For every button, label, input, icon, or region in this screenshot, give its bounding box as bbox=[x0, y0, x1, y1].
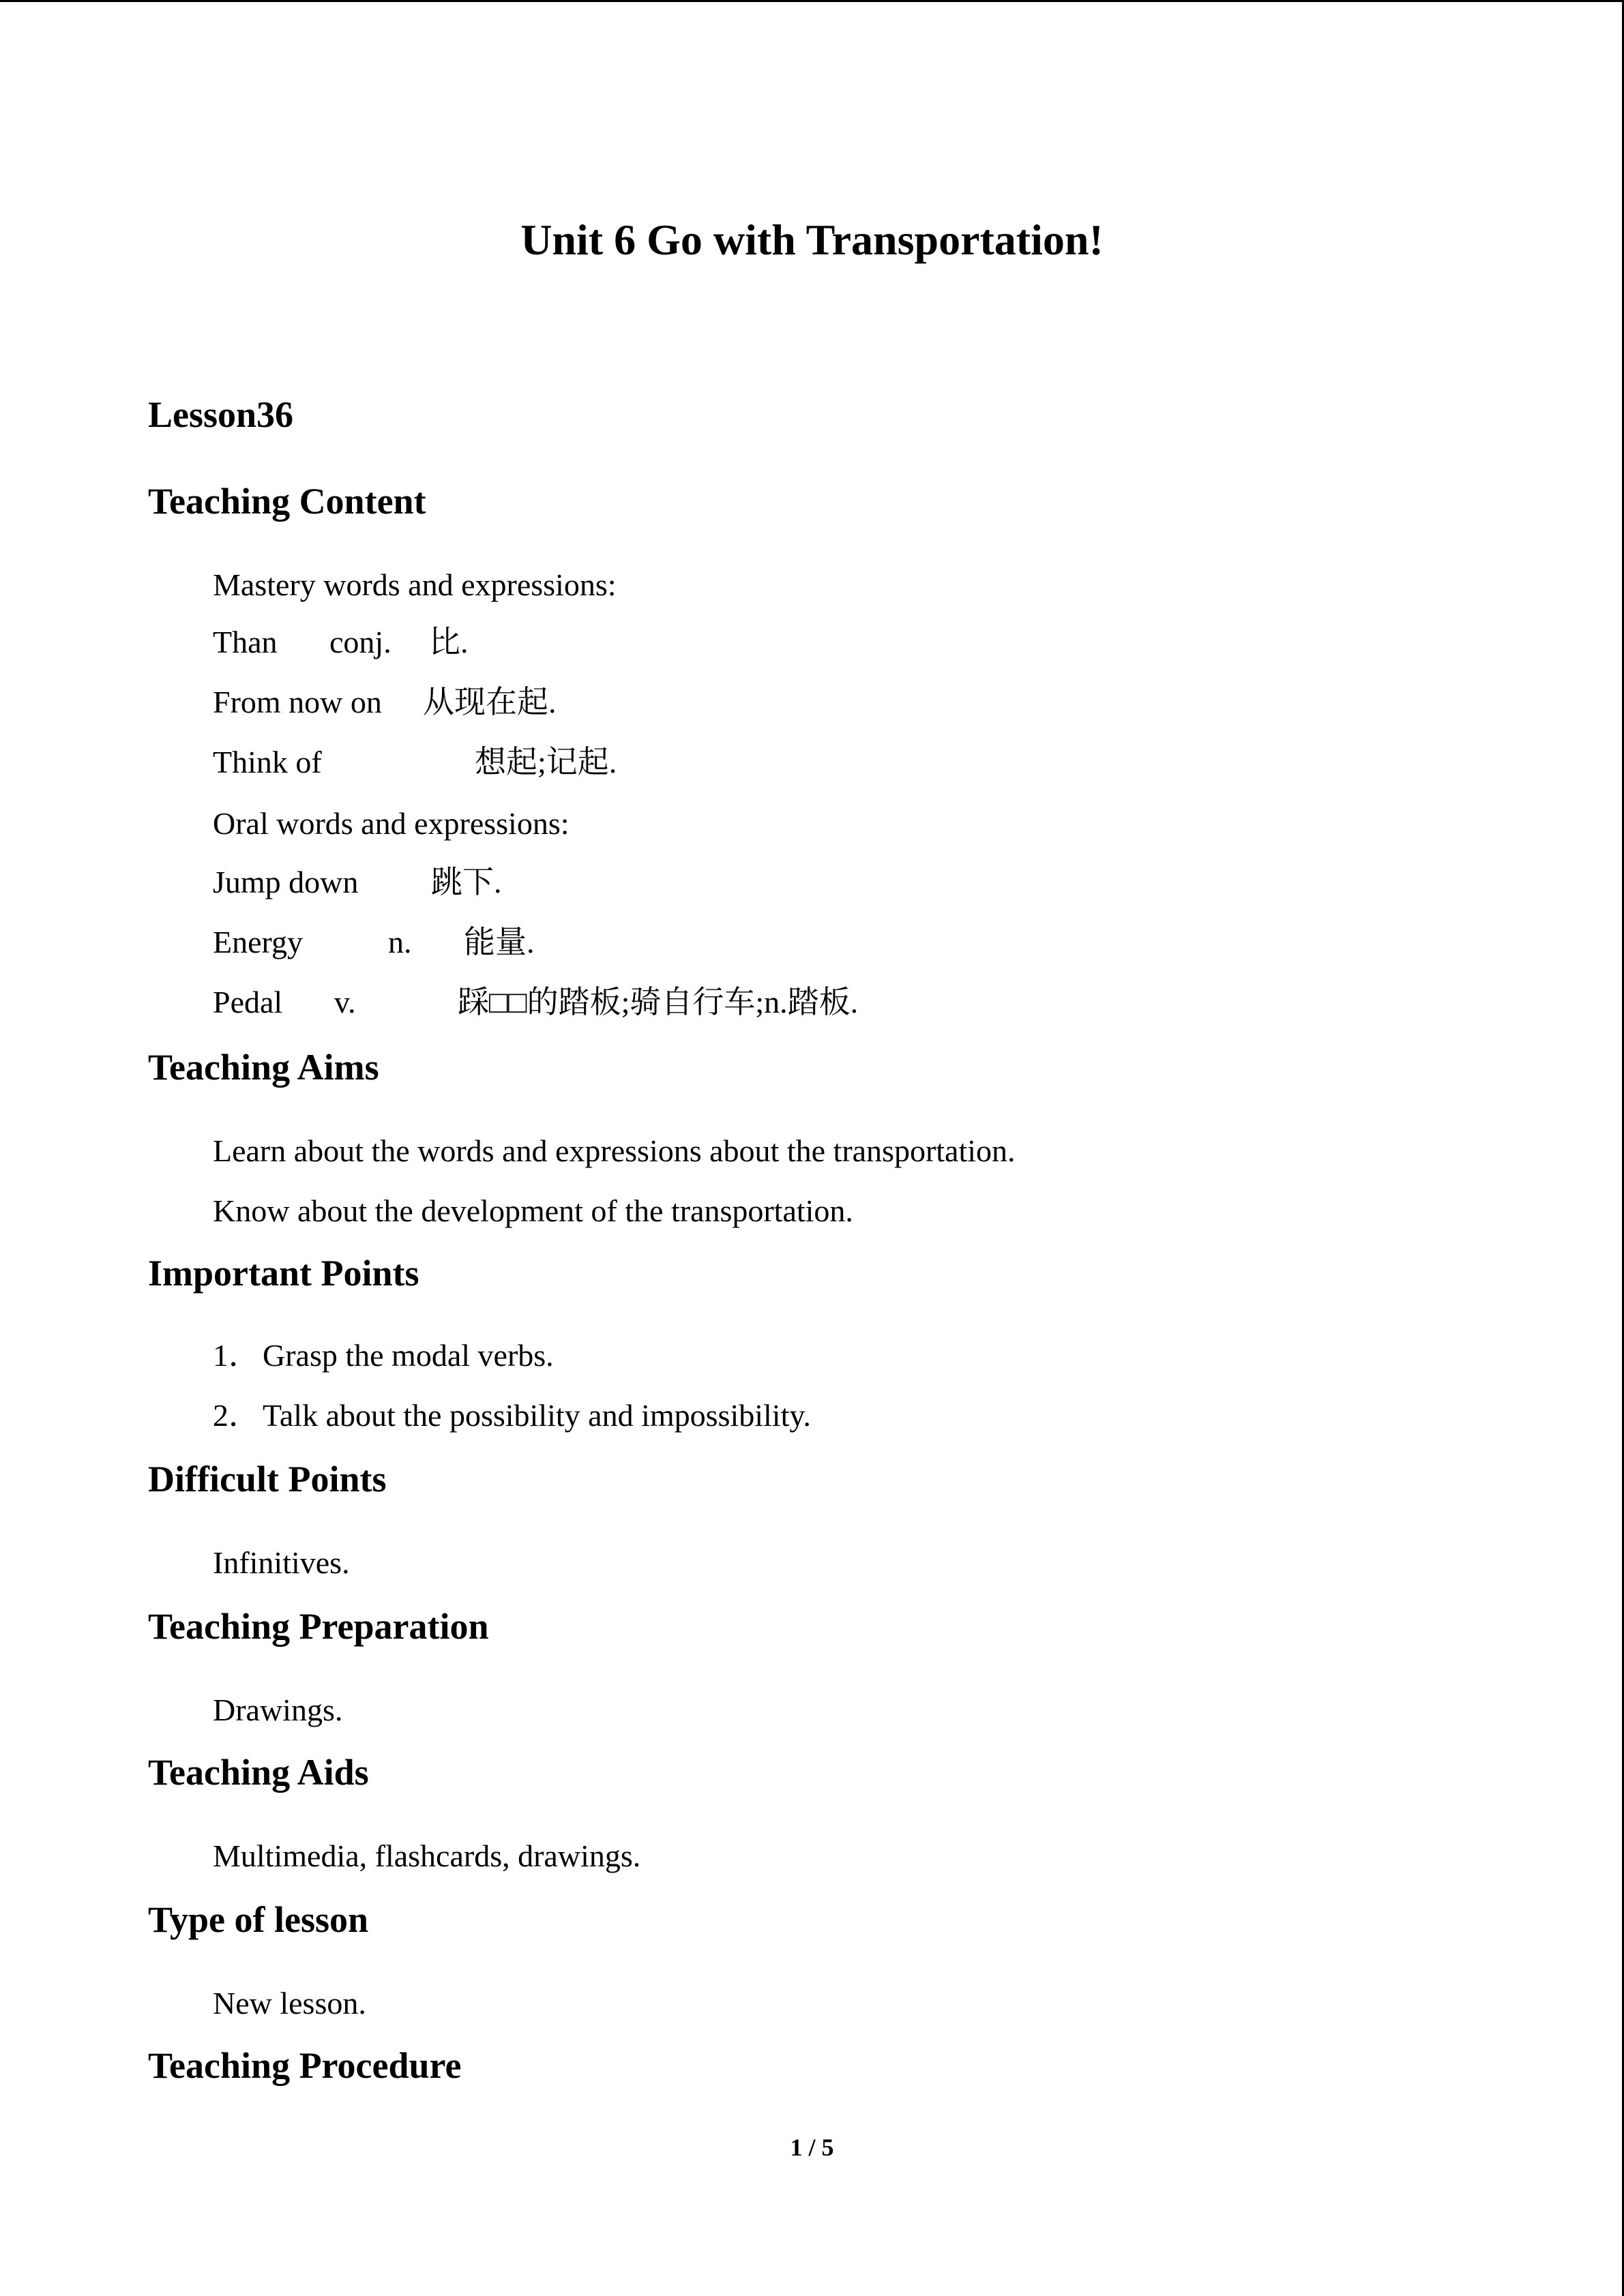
vocab-row bbox=[213, 682, 1441, 723]
teaching-aids-heading: Teaching Aids bbox=[148, 1752, 369, 1793]
page-number: 1 / 5 bbox=[790, 2134, 834, 2161]
list-item bbox=[213, 1395, 1441, 1436]
important-points-heading: Important Points bbox=[148, 1253, 419, 1294]
aims-item: Know about the development of the transportation. bbox=[213, 1193, 853, 1228]
vocab-row bbox=[213, 922, 1441, 963]
vocab-pos: n. bbox=[388, 925, 412, 959]
teaching-procedure-heading: Teaching Procedure bbox=[148, 2045, 462, 2086]
teaching-preparation-heading: Teaching Preparation bbox=[148, 1606, 489, 1647]
aims-item: Learn about the words and expressions about the transportation. bbox=[213, 1133, 1016, 1168]
vocab-row bbox=[213, 742, 1441, 783]
vocab-term: From now on bbox=[213, 685, 382, 719]
list-number: 2． bbox=[213, 1398, 260, 1433]
teaching-aids-text: Multimedia, flashcards, drawings. bbox=[213, 1838, 641, 1873]
difficult-points-text: Infinitives. bbox=[213, 1545, 350, 1580]
list-number: 1． bbox=[213, 1338, 260, 1373]
page-border-top bbox=[0, 0, 1624, 2]
type-of-lesson-text: New lesson. bbox=[213, 1986, 366, 2021]
vocab-pos: v. bbox=[334, 985, 356, 1019]
vocab-meaning: 能量. bbox=[464, 925, 535, 959]
vocab-term: Than bbox=[213, 625, 278, 659]
teaching-preparation-text: Drawings. bbox=[213, 1693, 343, 1727]
vocab-row bbox=[213, 862, 1441, 903]
vocab-pos: conj. bbox=[329, 625, 392, 659]
vocab-meaning: 想起;记起. bbox=[475, 745, 617, 779]
list-item bbox=[213, 1335, 1441, 1376]
vocab-meaning: 从现在起. bbox=[423, 685, 557, 719]
vocab-term: Energy bbox=[213, 925, 304, 959]
vocab-term: Pedal bbox=[213, 985, 283, 1019]
lesson-heading: Lesson36 bbox=[148, 394, 294, 435]
document-title: Unit 6 Go with Transportation! bbox=[520, 215, 1104, 264]
oral-intro: Oral words and expressions: bbox=[213, 806, 570, 841]
vocab-row bbox=[213, 982, 1441, 1023]
difficult-points-heading: Difficult Points bbox=[148, 1459, 387, 1500]
vocab-row bbox=[213, 622, 1441, 663]
teaching-content-heading: Teaching Content bbox=[148, 481, 426, 522]
list-text: Talk about the possibility and impossibility. bbox=[263, 1398, 811, 1433]
vocab-term: Jump down bbox=[213, 865, 359, 899]
vocab-term: Think of bbox=[213, 745, 322, 779]
vocab-meaning: 跳下. bbox=[431, 865, 502, 899]
vocab-meaning: 踩□□的踏板;骑自行车;n.踏板. bbox=[458, 985, 859, 1019]
list-text: Grasp the modal verbs. bbox=[263, 1338, 554, 1373]
type-of-lesson-heading: Type of lesson bbox=[148, 1899, 369, 1940]
vocab-meaning: 比. bbox=[429, 625, 469, 659]
mastery-intro: Mastery words and expressions: bbox=[213, 567, 617, 602]
teaching-aims-heading: Teaching Aims bbox=[148, 1047, 379, 1088]
